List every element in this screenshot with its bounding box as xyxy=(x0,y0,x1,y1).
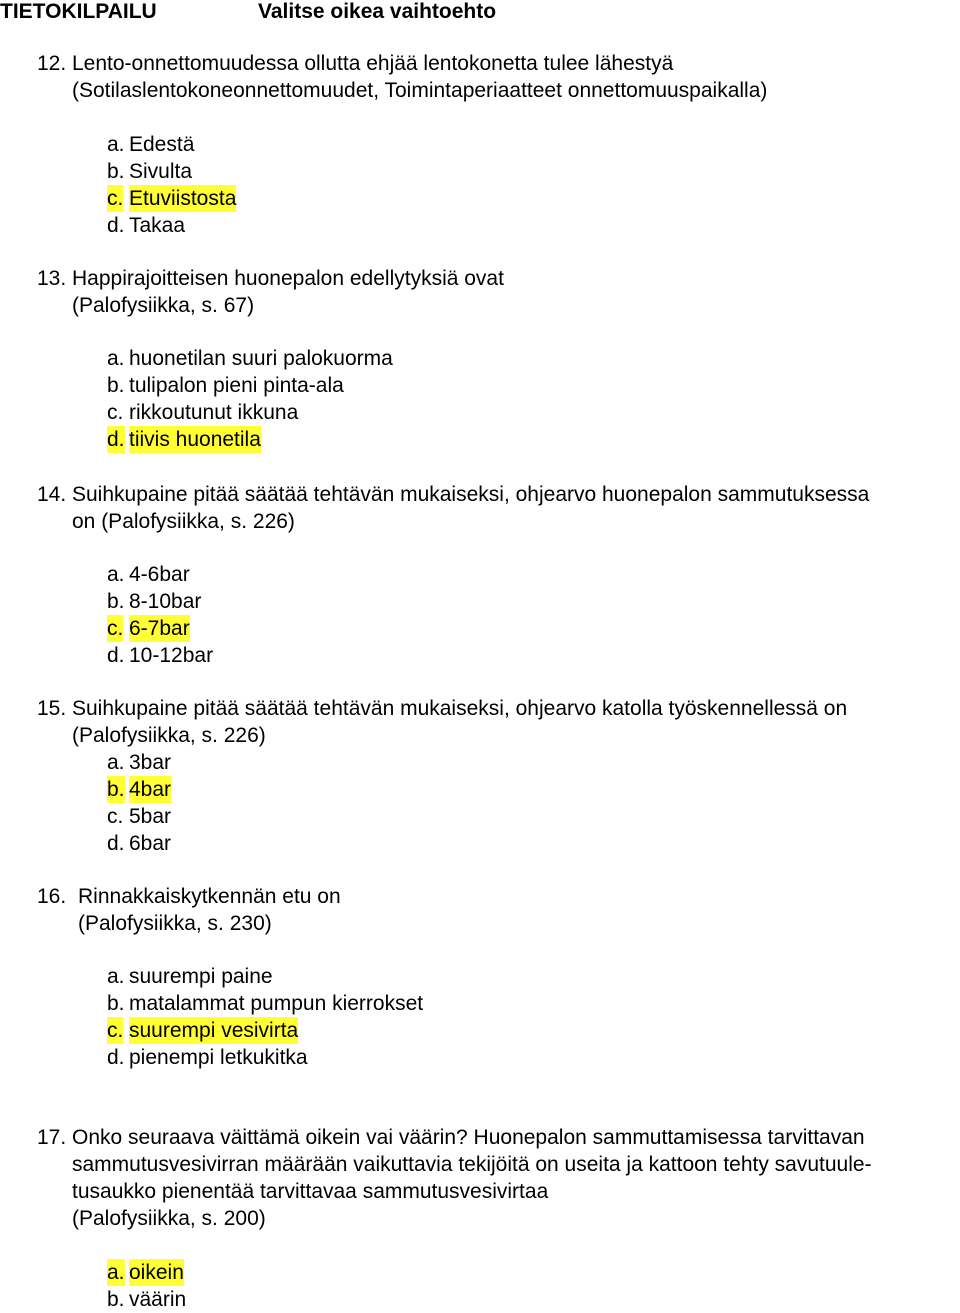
question-text-line: Rinnakkaiskytkennän etu on xyxy=(78,885,341,908)
option-letter: d. xyxy=(107,214,125,237)
quiz-title: TIETOKILPAILU xyxy=(0,0,157,23)
option-letter: b. xyxy=(107,374,125,397)
option-letter: d. xyxy=(107,1046,125,1069)
option-text: 10-12bar xyxy=(129,644,214,667)
question-text-line: sammutusvesivirran määrään vaikuttavia tekijöitä on useita ja kattoon tehty savutuule- xyxy=(72,1153,872,1176)
question-text xyxy=(72,265,960,319)
question-text xyxy=(72,1124,960,1232)
option-letter: d. xyxy=(107,428,125,451)
option-text: huonetilan suuri palokuorma xyxy=(129,347,393,370)
option-text: Takaa xyxy=(129,214,186,237)
option-text: 4bar xyxy=(129,778,172,801)
option-text: Sivulta xyxy=(129,160,193,183)
option-text: suurempi paine xyxy=(129,965,273,988)
option-text: 4-6bar xyxy=(129,563,190,586)
question-text-line: (Sotilaslentokoneonnettomuudet, Toimintaperiaatteet onnettomuuspaikalla) xyxy=(72,79,768,102)
option-text: 6bar xyxy=(129,832,172,855)
option-letter: b. xyxy=(107,590,125,613)
option-letter: c. xyxy=(107,805,124,828)
question-text-line: on (Palofysiikka, s. 226) xyxy=(72,510,295,533)
question-text xyxy=(72,695,960,749)
question-text xyxy=(72,50,960,104)
option-text: matalammat pumpun kierrokset xyxy=(129,992,424,1015)
option-text: 5bar xyxy=(129,805,172,828)
option-text: rikkoutunut ikkuna xyxy=(129,401,299,424)
option-text: Etuviistosta xyxy=(129,187,237,210)
question-number: 14. xyxy=(37,483,67,506)
option-text: 6-7bar xyxy=(129,617,190,640)
question-text xyxy=(78,883,960,937)
question-number: 17. xyxy=(37,1126,67,1149)
option-text: 8-10bar xyxy=(129,590,202,613)
option-letter: c. xyxy=(107,1019,124,1042)
option-letter: b. xyxy=(107,992,125,1015)
option-letter: a. xyxy=(107,965,125,988)
option-letter: c. xyxy=(107,617,124,640)
option-text: oikein xyxy=(129,1261,184,1284)
question-text-line: Lento-onnettomuudessa ollutta ehjää lentokonetta tulee lähestyä xyxy=(72,52,674,75)
option-letter: a. xyxy=(107,751,125,774)
question-number: 15. xyxy=(37,697,67,720)
question-number: 12. xyxy=(37,52,67,75)
option-letter: a. xyxy=(107,133,125,156)
option-letter: b. xyxy=(107,160,125,183)
question-text-line: Suihkupaine pitää säätää tehtävän mukaiseksi, ohjearvo katolla työskennellessä on xyxy=(72,697,848,720)
option-text: 3bar xyxy=(129,751,172,774)
question-text-line: (Palofysiikka, s. 67) xyxy=(72,294,255,317)
quiz-instruction: Valitse oikea vaihtoehto xyxy=(258,0,497,23)
option-letter: b. xyxy=(107,778,125,801)
option-letter: a. xyxy=(107,347,125,370)
question-text-line: Happirajoitteisen huonepalon edellytyksiä ovat xyxy=(72,267,504,290)
option-letter: d. xyxy=(107,644,125,667)
question-number: 16. xyxy=(37,885,67,908)
option-text: pienempi letkukitka xyxy=(129,1046,308,1069)
question-text-line: (Palofysiikka, s. 226) xyxy=(72,724,266,747)
option-text: tulipalon pieni pinta-ala xyxy=(129,374,344,397)
question-text-line: (Palofysiikka, s. 200) xyxy=(72,1207,266,1230)
option-text: suurempi vesivirta xyxy=(129,1019,299,1042)
question-text-line: Onko seuraava väittämä oikein vai väärin? Huonepalon sammuttamisessa tarvittavan xyxy=(72,1126,865,1149)
question-text-line: (Palofysiikka, s. 230) xyxy=(78,912,272,935)
question-number: 13. xyxy=(37,267,67,290)
question-text xyxy=(72,481,960,535)
option-letter: b. xyxy=(107,1288,125,1311)
option-letter: c. xyxy=(107,401,124,424)
question-text-line: Suihkupaine pitää säätää tehtävän mukaiseksi, ohjearvo huonepalon sammutuksessa xyxy=(72,483,870,506)
option-text: väärin xyxy=(129,1288,187,1311)
option-text: Edestä xyxy=(129,133,195,156)
option-letter: c. xyxy=(107,187,124,210)
question-text-line: tusaukko pienentää tarvittavaa sammutusvesivirtaa xyxy=(72,1180,549,1203)
option-letter: a. xyxy=(107,1261,125,1284)
option-text: tiivis huonetila xyxy=(129,428,261,451)
option-letter: a. xyxy=(107,563,125,586)
option-letter: d. xyxy=(107,832,125,855)
